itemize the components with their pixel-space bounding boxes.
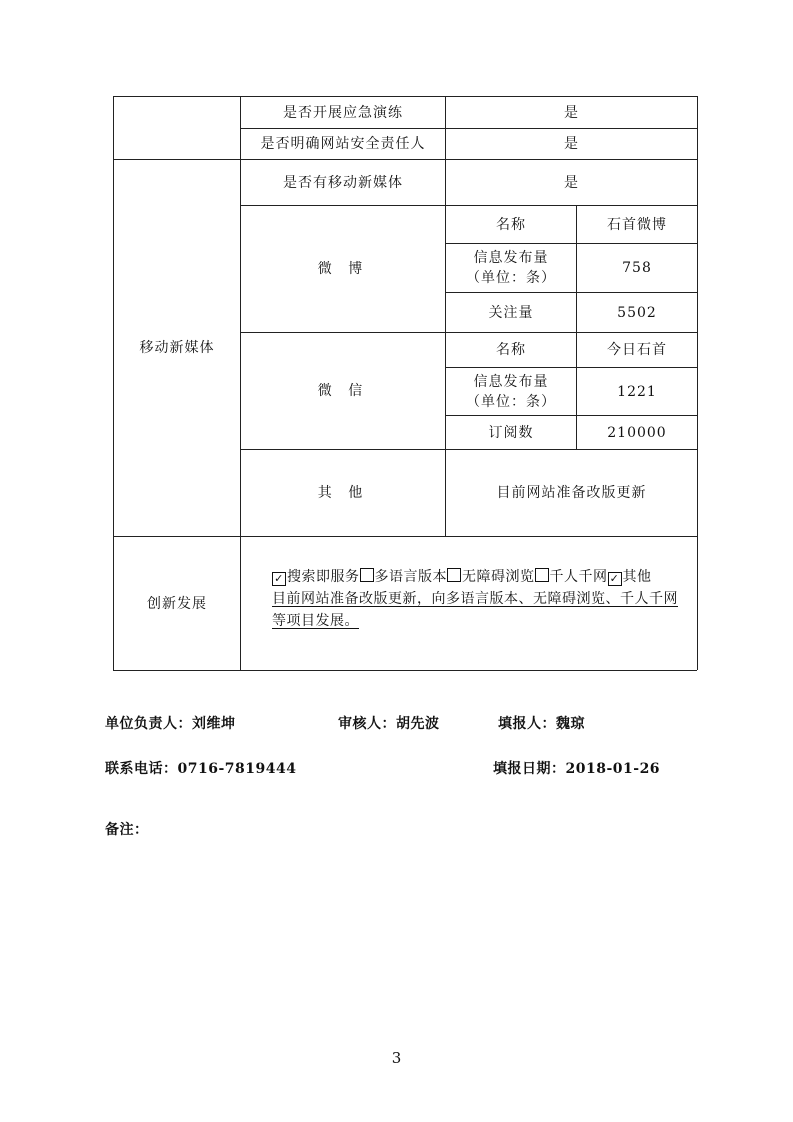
- mobile-media-group-label: 移动新媒体: [139, 340, 215, 356]
- checkbox-search-service[interactable]: [272, 572, 286, 586]
- weibo-name-value: 石首微博: [607, 216, 667, 233]
- unit-head: 单位负责人：刘维坤: [105, 716, 236, 732]
- contact-phone: 联系电话：0716-7819444: [105, 761, 297, 777]
- has-mobile-media-value: 是: [564, 174, 579, 191]
- option-personalized: 千人千网: [549, 569, 608, 585]
- page-number: 3: [391, 1049, 402, 1067]
- option-other: 其他: [622, 569, 652, 585]
- wechat-label: 微 信: [317, 383, 369, 399]
- weibo-followers-label: 关注量: [488, 304, 534, 321]
- wechat-posts-value: 1221: [617, 383, 657, 400]
- wechat-subscribers-label: 订阅数: [488, 424, 534, 441]
- weibo-name-label: 名称: [496, 216, 526, 233]
- weibo-posts-label-line2: （单位：条）: [466, 270, 556, 286]
- drill-label: 是否开展应急演练: [283, 104, 403, 121]
- weibo-posts-label: [446, 244, 576, 292]
- wechat-name-label: 名称: [496, 342, 526, 358]
- weibo-label: 微 博: [317, 261, 369, 277]
- weibo-posts-value: 758: [622, 260, 652, 276]
- other-media-value: 目前网站准备改版更新: [496, 485, 647, 501]
- checkbox-accessibility[interactable]: [447, 568, 461, 582]
- option-accessibility: 无障碍浏览: [462, 569, 535, 585]
- drill-value: 是: [564, 104, 579, 121]
- innovation-label: 创新发展: [147, 595, 207, 612]
- innovation-options: [272, 566, 688, 632]
- checkbox-personalized[interactable]: [535, 568, 549, 582]
- option-multilingual: 多语言版本: [374, 569, 447, 585]
- wechat-name-value: 今日石首: [607, 342, 667, 358]
- wechat-posts-label: [446, 368, 576, 415]
- security-officer-value: 是: [564, 136, 579, 152]
- option-search-service: 搜索即服务: [287, 569, 360, 585]
- checkbox-multilingual[interactable]: [360, 568, 374, 582]
- other-media-label: 其 他: [317, 485, 369, 501]
- remarks: 备注：: [105, 822, 149, 838]
- innovation-other-text: 目前网站准备改版更新，向多语言版本、无障碍浏览、千人千网等项目发展。: [272, 591, 678, 629]
- wechat-subscribers-value: 210000: [607, 424, 667, 441]
- weibo-posts-label-line1: 信息发布量: [473, 250, 549, 266]
- table-border-right: [697, 96, 698, 670]
- security-officer-label: 是否明确网站安全责任人: [260, 136, 426, 152]
- weibo-followers-value: 5502: [617, 304, 657, 321]
- filler: 填报人：魏琼: [498, 716, 585, 732]
- fill-date: 填报日期：2018-01-26: [493, 761, 661, 777]
- checkbox-other[interactable]: [608, 572, 622, 586]
- wechat-posts-label-line1: 信息发布量: [473, 373, 549, 390]
- has-mobile-media-label: 是否有移动新媒体: [283, 174, 403, 191]
- table-border-bottom: [113, 670, 697, 671]
- reviewer: 审核人：胡先波: [338, 716, 440, 732]
- wechat-posts-label-line2: （单位：条）: [466, 393, 556, 410]
